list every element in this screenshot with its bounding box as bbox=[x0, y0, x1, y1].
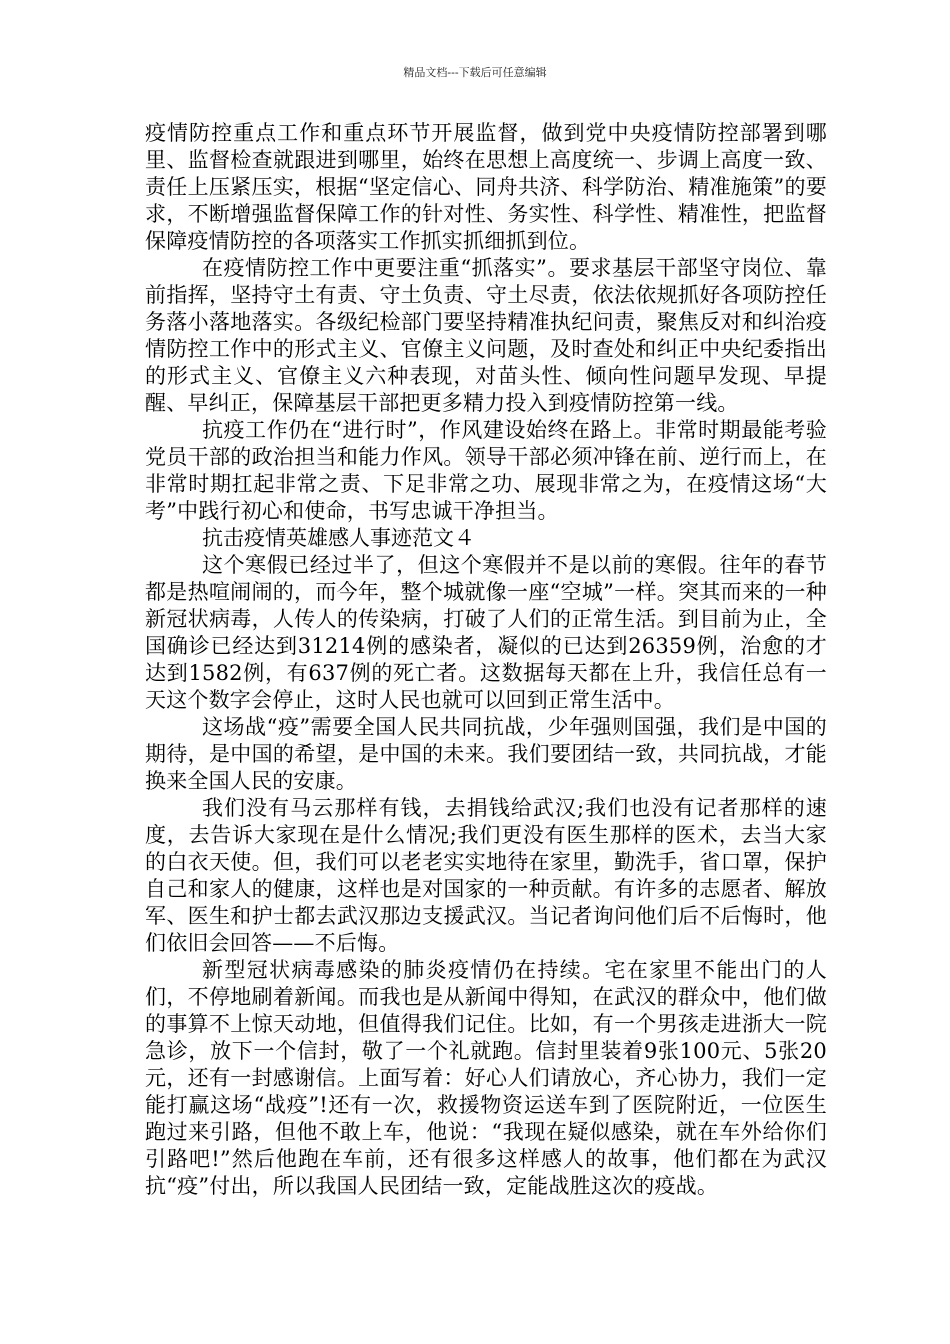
paragraph-1: 疫情防控重点工作和重点环节开展监督，做到党中央疫情防控部署到哪里、监督检查就跟进到哪里，始终在思想上高度统一、步调上高度一致、责任上压紧压实，根据“坚定信心、同舟共济、科学防治、精准施策”的要求，不断增强监督保障工作的针对性、务实性、科学性、精准性，把监督保障疫情防控的各项落实工作抓实抓细抓到位。 bbox=[145, 121, 827, 253]
paragraph-3: 抗疫工作仍在“进行时”，作风建设始终在路上。非常时期最能考验党员干部的政治担当和能力作风。领导干部必须冲锋在前、逆行而上，在非常时期扛起非常之责、下足非常之功、展现非常之为，在疫情这场“大考”中践行初心和使命，书写忠诚干净担当。 bbox=[145, 418, 827, 523]
page-header: 精品文档---下载后可任意编辑 bbox=[403, 66, 547, 79]
section-title: 抗击疫情英雄感人事迹范文４ bbox=[202, 526, 475, 550]
section-paragraph-4: 新型冠状病毒感染的肺炎疫情仍在持续。宅在家里不能出门的人们，不停地刷着新闻。而我也是从新闻中得知，在武汉的群众中，他们做的事算不上惊天动地，但值得我们记住。比如，有一个男孩走进浙大一院急诊，放下一个信封，敬了一个礼就跑。信封里装着9张100元、5张20元，还有一封感谢信。上面写着：好心人们请放心，齐心协力，我们一定能打赢这场“战疫”!还有一次，救援物资运送车到了医院附近，一位医生跑过来引路，但他不敢上车，他说：“我现在疑似感染，就在车外给你们引路吧!”然后他跑在车前，还有很多这样感人的故事，他们都在为武汉抗“疫”付出，所以我国人民团结一致，定能战胜这次的疫战。 bbox=[145, 958, 827, 1198]
paragraph-2: 在疫情防控工作中更要注重“抓落实”。要求基层干部坚守岗位、靠前指挥，坚持守土有责、守土负责、守土尽责，依法依规抓好各项防控任务落小落地落实。各级纪检部门要坚持精准执纪问责，聚焦反对和纠治疫情防控工作中的形式主义、官僚主义问题，及时查处和纠正中央纪委指出的形式主义、官僚主义六种表现，对苗头性、倾向性问题早发现、早提醒、早纠正，保障基层干部把更多精力投入到疫情防控第一线。 bbox=[145, 256, 827, 415]
document-body bbox=[145, 120, 827, 1200]
section-paragraph-2: 这场战“疫”需要全国人民共同抗战，少年强则国强，我们是中国的期待，是中国的希望，是中国的未来。我们要团结一致，共同抗战，才能换来全国人民的安康。 bbox=[145, 715, 827, 793]
section-paragraph-3: 我们没有马云那样有钱，去捐钱给武汉;我们也没有记者那样的速度，去告诉大家现在是什么情况;我们更没有医生那样的医术，去当大家的白衣天使。但，我们可以老老实实地待在家里，勤洗手，省口罩，保护自己和家人的健康，这样也是对国家的一种贡献。有许多的志愿者、解放军、医生和护士都去武汉那边支援武汉。当记者询问他们后不后悔时，他们依旧会回答——不后悔。 bbox=[145, 796, 827, 955]
section-paragraph-1: 这个寒假已经过半了，但这个寒假并不是以前的寒假。往年的春节都是热喧闹闹的，而今年，整个城就像一座“空城”一样。突其而来的一种新冠状病毒，人传人的传染病，打破了人们的正常生活。到目前为止，全国确诊已经达到31214例的感染者，凝似的已达到26359例，治愈的才达到1582例，有637例的死亡者。这数据每天都在上升，我信任总有一天这个数字会停止，这时人民也就可以回到正常生活中。 bbox=[145, 553, 827, 712]
